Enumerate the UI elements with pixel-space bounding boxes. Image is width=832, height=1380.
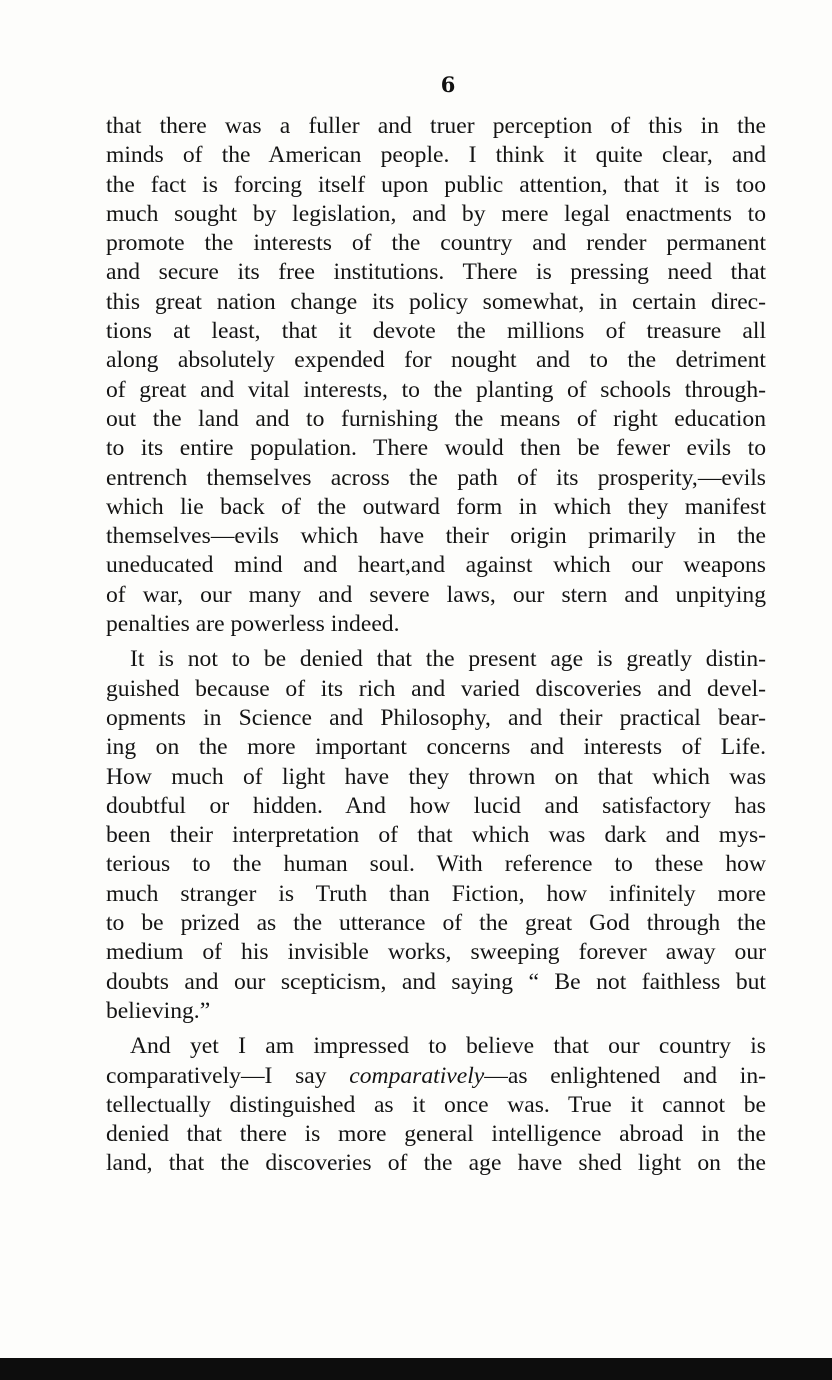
- text-line: doubtful or hidden. And how lucid and satisfactory has: [106, 792, 766, 819]
- text-line: [106, 1062, 766, 1091]
- text-line: out the land and to furnishing the means of right education: [106, 405, 766, 432]
- text-line: which lie back of the outward form in which they manifest: [106, 493, 766, 520]
- text-line: this great nation change its policy somewhat, in certain direc-: [106, 288, 766, 315]
- text-run: comparatively—I say: [106, 1062, 350, 1089]
- text-line: It is not to be denied that the present age is greatly distin-: [130, 646, 766, 673]
- text-run: —as enlightened and in-: [484, 1062, 766, 1089]
- text-line: land, that the discoveries of the age have shed light on the: [106, 1150, 766, 1177]
- text-line: themselves—evils which have their origin primarily in the: [106, 523, 766, 550]
- text-line: promote the interests of the country and render permanent: [106, 230, 766, 257]
- text-line: doubts and our scepticism, and saying “ Be not faithless but: [106, 968, 766, 995]
- text-line: and secure its free institutions. There is pressing need that: [106, 259, 766, 286]
- text-line: believing.”: [106, 997, 211, 1024]
- text-line: How much of light have they thrown on that which was: [106, 763, 766, 790]
- text-line: guished because of its rich and varied discoveries and devel-: [106, 675, 766, 702]
- text-line: minds of the American people. I think it quite clear, and: [106, 142, 766, 169]
- paragraph-2: [106, 645, 766, 1026]
- text-line: penalties are powerless indeed.: [106, 611, 400, 638]
- text-line: medium of his invisible works, sweeping forever away our: [106, 939, 766, 966]
- text-line: of war, our many and severe laws, our stern and unpitying: [106, 581, 766, 608]
- scan-edge-bar: [0, 1358, 832, 1380]
- text-line: to its entire population. There would then be fewer evils to: [106, 435, 766, 462]
- paragraph-3: [106, 1032, 766, 1178]
- page-number: 6: [440, 72, 456, 97]
- text-line: entrench themselves across the path of its prosperity,—evils: [106, 464, 766, 491]
- text-line: uneducated mind and heart,and against which our weapons: [106, 552, 766, 579]
- text-line: the fact is forcing itself upon public attention, that it is too: [106, 171, 766, 198]
- text-line: denied that there is more general intelligence abroad in the: [106, 1121, 766, 1148]
- paragraph-1: [106, 112, 766, 639]
- text-line: been their interpretation of that which was dark and mys-: [106, 822, 766, 849]
- text-line: ing on the more important concerns and interests of Life.: [106, 734, 766, 761]
- text-line: opments in Science and Philosophy, and their practical bear-: [106, 704, 766, 731]
- text-line: along absolutely expended for nought and to the detriment: [106, 347, 766, 374]
- text-line: that there was a fuller and truer perception of this in the: [106, 113, 766, 139]
- text-line: And yet I am impressed to believe that our country is: [130, 1033, 766, 1060]
- text-line: of great and vital interests, to the planting of schools through-: [106, 376, 766, 403]
- text-line: tellectually distinguished as it once was. True it cannot be: [106, 1091, 766, 1118]
- body-text: [106, 112, 766, 1179]
- text-line: tions at least, that it devote the millions of treasure all: [106, 318, 766, 345]
- text-line: much sought by legislation, and by mere legal enactments to: [106, 200, 766, 227]
- text-line: much stranger is Truth than Fiction, how infinitely more: [106, 880, 766, 907]
- text-line: terious to the human soul. With reference to these how: [106, 851, 766, 878]
- text-line: to be prized as the utterance of the great God through the: [106, 910, 766, 937]
- emphasized-word: comparatively: [349, 1062, 485, 1089]
